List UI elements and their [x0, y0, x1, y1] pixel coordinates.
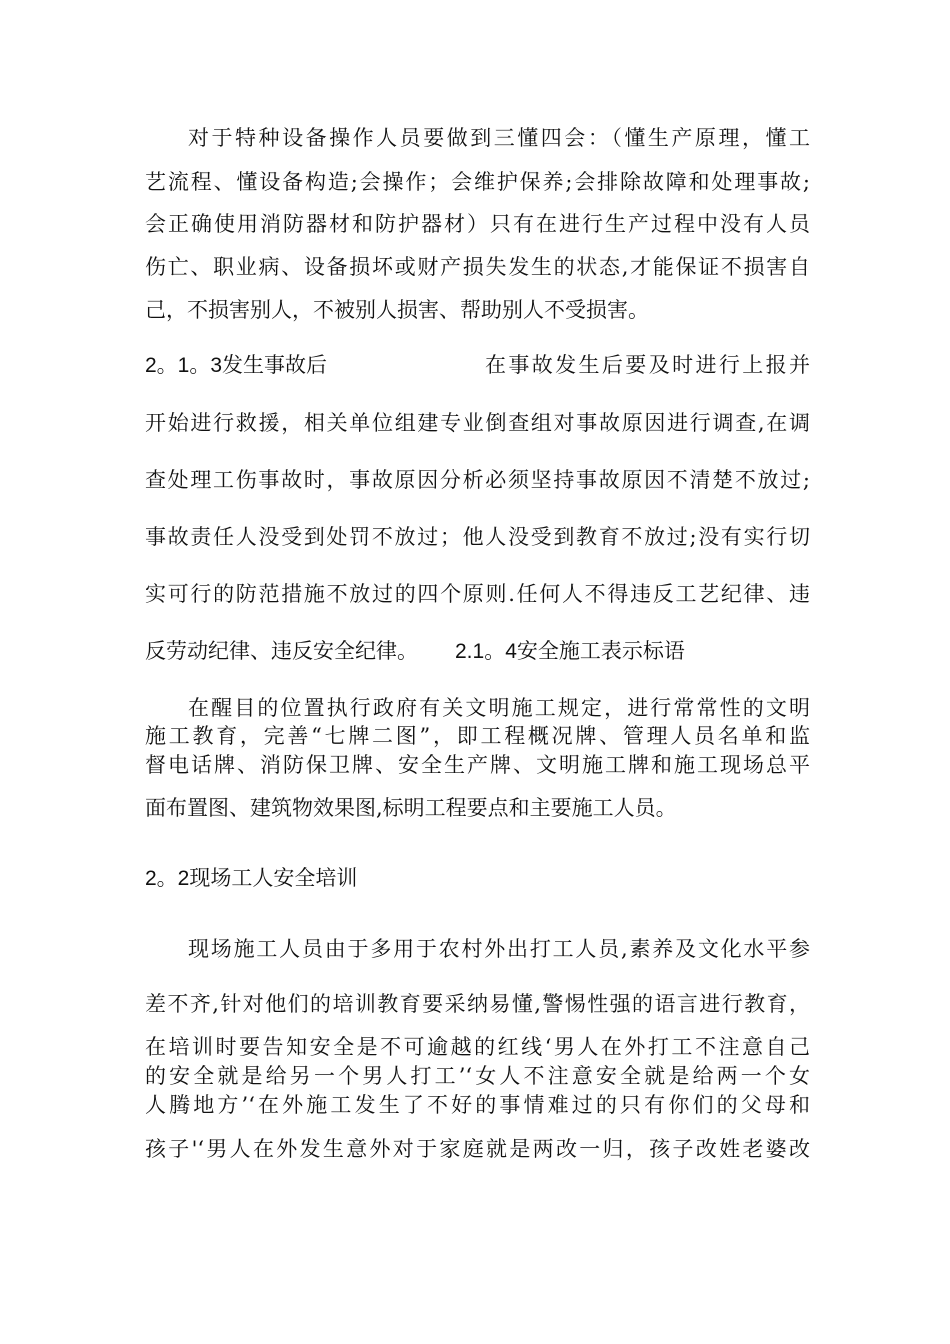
section-title: 现场工人安全培训 — [189, 866, 358, 890]
para2-line-2: 开始进行救援，相关单位组建专业倒查组对事故原因进行调查,在调 — [145, 411, 810, 435]
para1-line-4: 伤亡、职业病、设备损坏或财产损失发生的状态,才能保证不损害自 — [145, 255, 810, 279]
para3-line-1: 在醒目的位置执行政府有关文明施工规定，进行常常性的文明 — [188, 696, 810, 720]
para4-line-1: 现场施工人员由于多用于农村外出打工人员,素养及文化水平参 — [188, 937, 810, 961]
para2-last-line — [145, 637, 418, 665]
section-title: 发生事故后 — [222, 353, 328, 377]
section-2-1-3-heading — [145, 351, 327, 380]
para2-line-5: 实可行的防范措施不放过的四个原则.任何人不得违反工艺纪律、违 — [145, 582, 810, 606]
para2-line-3: 查处理工伤事故时，事故原因分析必须坚持事故原因不清楚不放过; — [145, 468, 810, 492]
para3-line-2: 施工教育，完善“七牌二图”，即工程概况牌、管理人员名单和监 — [145, 724, 810, 748]
para4-line-6: 孩子'‘男人在外发生意外对于家庭就是两改一归，孩子改姓老婆改 — [145, 1137, 810, 1161]
section-number: 2。1。3 — [145, 354, 223, 377]
para1-line-2: 艺流程、懂设备构造;会操作；会维护保养;会排除故障和处理事故; — [145, 170, 810, 194]
section-title: 安全施工表示标语 — [516, 639, 685, 663]
para1-line-5: 己，不损害别人，不被别人损害、帮助别人不受损害。 — [145, 298, 649, 322]
para3-line-3: 督电话牌、消防保卫牌、安全生产牌、文明施工牌和施工现场总平 — [145, 753, 810, 777]
para1-line-3: 会正确使用消防器材和防护器材）只有在进行生产过程中没有人员 — [145, 212, 810, 236]
para4-line-3: 在培训时要告知安全是不可逾越的红线‘男人在外打工不注意自己 — [145, 1035, 810, 1059]
section-2-1-4-heading — [455, 637, 685, 666]
para2-last-text: 反劳动纪律、违反安全纪律。 — [145, 639, 418, 663]
para2-line-1: 在事故发生后要及时进行上报并 — [485, 353, 810, 377]
section-2-2-heading — [145, 864, 357, 893]
section-number: 2。2 — [145, 867, 190, 890]
para4-line-5: 人腾地方’‘在外施工发生了不好的事情难过的只有你们的父母和 — [145, 1093, 810, 1117]
para2-line-4: 事故责任人没受到处罚不放过；他人没受到教育不放过;没有实行切 — [145, 525, 810, 549]
section-number: 2.1。4 — [455, 640, 517, 663]
para3-line-4: 面布置图、建筑物效果图,标明工程要点和主要施工人员。 — [145, 796, 677, 820]
para4-line-2: 差不齐,针对他们的培训教育要采纳易懂,警惕性强的语言进行教育， — [145, 992, 810, 1016]
para1-line-1: 对于特种设备操作人员要做到三懂四会：（懂生产原理，懂工 — [188, 126, 810, 150]
para4-line-4: 的安全就是给另一个男人打工’‘女人不注意安全就是给两一个女 — [145, 1064, 810, 1088]
